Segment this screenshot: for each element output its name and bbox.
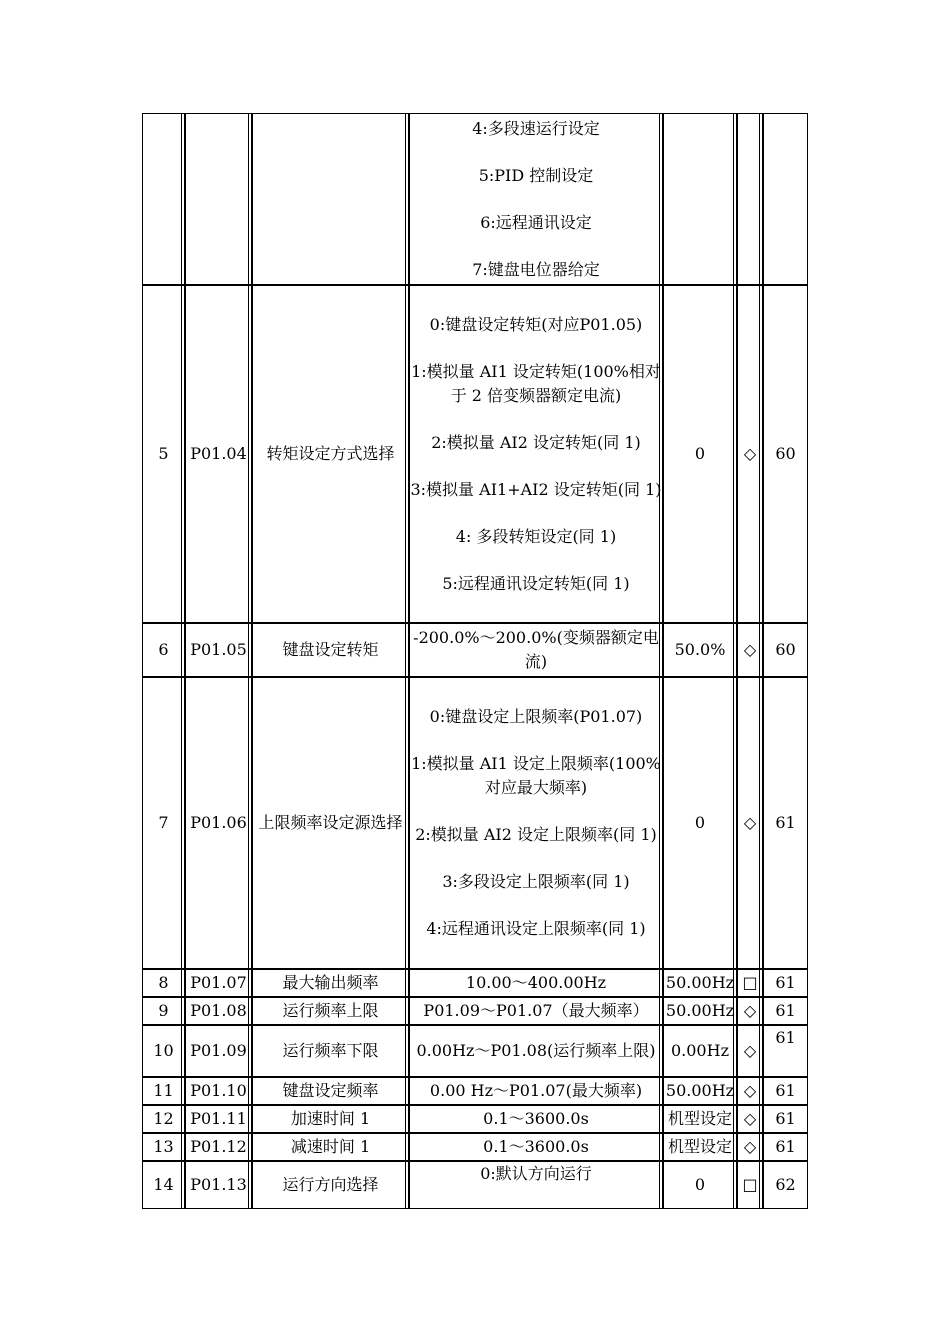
setting-option: 0.00Hz～P01.08(运行频率上限) xyxy=(416,1041,656,1060)
page-number: 61 xyxy=(763,677,808,969)
setting-option: 0.1～3600.0s xyxy=(483,1137,589,1156)
row-index: 6 xyxy=(142,623,185,677)
setting-option: 0:键盘设定上限频率(P01.07) xyxy=(429,707,643,726)
row-index: 5 xyxy=(142,285,185,623)
parameter-code: P01.11 xyxy=(185,1105,252,1133)
default-value: 0 xyxy=(663,1161,737,1209)
setting-option: 3:模拟量 AI1+AI2 设定转矩(同 1) xyxy=(410,479,662,499)
setting-range xyxy=(409,1077,663,1105)
modify-attribute-icon: ◇ xyxy=(737,1105,763,1133)
page-number: 61 xyxy=(763,1105,808,1133)
default-value: 50.00Hz xyxy=(663,997,737,1025)
row-index: 9 xyxy=(142,997,185,1025)
modify-attribute-icon: □ xyxy=(737,969,763,997)
parameter-name: 加速时间 1 xyxy=(252,1105,409,1133)
modify-attribute-icon: ◇ xyxy=(737,623,763,677)
parameter-name: 运行频率下限 xyxy=(252,1025,409,1077)
table-row xyxy=(142,997,808,1025)
table-row xyxy=(142,1077,808,1105)
parameter-code: P01.05 xyxy=(185,623,252,677)
setting-option: 10.00～400.00Hz xyxy=(465,973,607,992)
parameter-name: 运行方向选择 xyxy=(252,1161,409,1209)
modify-attribute-icon: ◇ xyxy=(737,677,763,969)
default-value: 50.00Hz xyxy=(663,969,737,997)
setting-option: 7:键盘电位器给定 xyxy=(472,259,600,279)
table-row xyxy=(142,285,808,623)
parameter-name xyxy=(252,113,409,285)
table-row xyxy=(142,677,808,969)
setting-option: 0:默认方向运行 xyxy=(480,1164,592,1183)
modify-attribute-icon xyxy=(737,113,763,285)
setting-range xyxy=(409,997,663,1025)
setting-option: 4: 多段转矩设定(同 1) xyxy=(455,526,617,546)
setting-range xyxy=(409,677,663,969)
table-row xyxy=(142,113,808,285)
setting-option: 0.1～3600.0s xyxy=(483,1109,589,1128)
setting-option: 3:多段设定上限频率(同 1) xyxy=(442,872,630,891)
page-number: 60 xyxy=(763,623,808,677)
setting-range xyxy=(409,1133,663,1161)
setting-option: 4:远程通讯设定上限频率(同 1) xyxy=(426,919,646,938)
setting-option: 5:PID 控制设定 xyxy=(478,165,594,185)
default-value: 0.00Hz xyxy=(663,1025,737,1077)
parameter-code: P01.09 xyxy=(185,1025,252,1077)
modify-attribute-icon: ◇ xyxy=(737,1077,763,1105)
modify-attribute-icon: ◇ xyxy=(737,1025,763,1077)
parameter-name: 运行频率上限 xyxy=(252,997,409,1025)
setting-option: 2:模拟量 AI2 设定上限频率(同 1) xyxy=(415,825,657,844)
row-index: 7 xyxy=(142,677,185,969)
setting-option: 2:模拟量 AI2 设定转矩(同 1) xyxy=(431,432,641,452)
modify-attribute-icon: ◇ xyxy=(737,997,763,1025)
setting-range xyxy=(409,969,663,997)
row-index: 12 xyxy=(142,1105,185,1133)
setting-option: 4:多段速运行设定 xyxy=(472,118,600,138)
default-value: 机型设定 xyxy=(663,1133,737,1161)
row-index xyxy=(142,113,185,285)
parameter-name: 上限频率设定源选择 xyxy=(252,677,409,969)
setting-range xyxy=(409,1025,663,1077)
setting-range xyxy=(409,285,663,623)
page-number: 61 xyxy=(763,1133,808,1161)
parameter-table xyxy=(142,113,808,1209)
default-value: 0 xyxy=(663,285,737,623)
table-row xyxy=(142,1105,808,1133)
setting-range xyxy=(409,1161,663,1209)
parameter-name: 最大输出频率 xyxy=(252,969,409,997)
table-row xyxy=(142,1161,808,1209)
row-index: 11 xyxy=(142,1077,185,1105)
parameter-code: P01.06 xyxy=(185,677,252,969)
page-number: 60 xyxy=(763,285,808,623)
page-number: 61 xyxy=(763,1077,808,1105)
table-row xyxy=(142,1025,808,1077)
row-index: 13 xyxy=(142,1133,185,1161)
page-number xyxy=(763,113,808,285)
setting-option: 6:远程通讯设定 xyxy=(480,212,592,232)
modify-attribute-icon: ◇ xyxy=(737,1133,763,1161)
setting-range xyxy=(409,113,663,285)
setting-option: 5:远程通讯设定转矩(同 1) xyxy=(442,573,630,593)
setting-option: 1:模拟量 AI1 设定上限频率(100%对应最大频率) xyxy=(411,754,661,797)
page-number: 61 xyxy=(763,997,808,1025)
parameter-code: P01.10 xyxy=(185,1077,252,1105)
modify-attribute-icon: □ xyxy=(737,1161,763,1209)
parameter-name: 转矩设定方式选择 xyxy=(252,285,409,623)
row-index: 14 xyxy=(142,1161,185,1209)
parameter-name: 减速时间 1 xyxy=(252,1133,409,1161)
parameter-code: P01.07 xyxy=(185,969,252,997)
default-value: 机型设定 xyxy=(663,1105,737,1133)
page-number: 61 xyxy=(763,1025,808,1077)
table-row xyxy=(142,623,808,677)
parameter-name: 键盘设定转矩 xyxy=(252,623,409,677)
setting-option: P01.09～P01.07（最大频率） xyxy=(423,1001,649,1020)
parameter-code: P01.13 xyxy=(185,1161,252,1209)
setting-range xyxy=(409,623,663,677)
setting-option: 0.00 Hz～P01.07(最大频率) xyxy=(429,1081,643,1100)
page-number: 62 xyxy=(763,1161,808,1209)
parameter-code: P01.08 xyxy=(185,997,252,1025)
setting-option: 0:键盘设定转矩(对应P01.05) xyxy=(429,314,643,334)
setting-option: 1:模拟量 AI1 设定转矩(100%相对于 2 倍变频器额定电流) xyxy=(411,361,661,405)
table-row xyxy=(142,969,808,997)
row-index: 10 xyxy=(142,1025,185,1077)
parameter-code: P01.12 xyxy=(185,1133,252,1161)
default-value: 0 xyxy=(663,677,737,969)
parameter-code: P01.04 xyxy=(185,285,252,623)
parameter-name: 键盘设定频率 xyxy=(252,1077,409,1105)
default-value: 50.0% xyxy=(663,623,737,677)
modify-attribute-icon: ◇ xyxy=(737,285,763,623)
page-number: 61 xyxy=(763,969,808,997)
table-row xyxy=(142,1133,808,1161)
setting-option: -200.0%～200.0%(变频器额定电流) xyxy=(413,628,659,671)
parameter-code xyxy=(185,113,252,285)
default-value: 50.00Hz xyxy=(663,1077,737,1105)
setting-range xyxy=(409,1105,663,1133)
default-value xyxy=(663,113,737,285)
row-index: 8 xyxy=(142,969,185,997)
